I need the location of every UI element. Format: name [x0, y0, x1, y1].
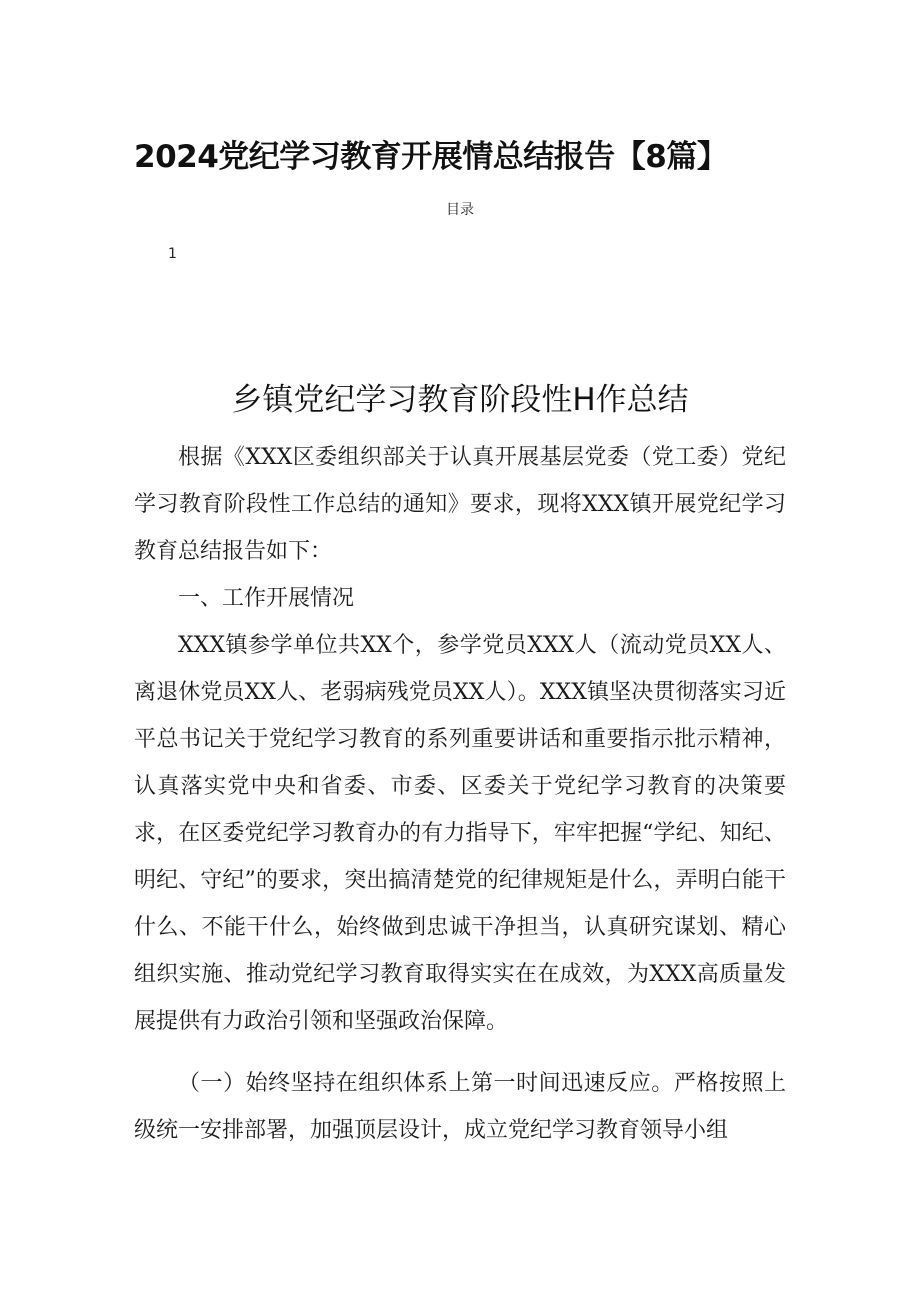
article-body: [134, 434, 786, 1154]
intro-paragraph: 根据《XXX区委组织部关于认真开展基层党委（党工委）党纪学习教育阶段性工作总结的通知》要求，现将XXX镇开展党纪学习教育总结报告如下：: [134, 445, 786, 564]
toc-entry[interactable]: 1: [168, 246, 177, 262]
subsection-paragraph: （一）始终坚持在组织体系上第一时间迅速反应。严格按照上级统一安排部署，加强顶层设计，成立党纪学习教育领导小组: [134, 1071, 786, 1143]
section-paragraph: XXX镇参学单位共XX个，参学党员XXX人（流动党员XX人、离退休党员XX人、老弱病残党员XX人）。XXX镇坚决贯彻落实习近平总书记关于党纪学习教育的系列重要讲话和重要指示批示精神，认真落实党中央和省委、市委、区委关于党纪学习教育的决策要求，在区委党纪学习教育办的有力指导下，牢牢把握“学纪、知纪、明纪、守纪”的要求，突出搞清楚党的纪律规矩是什么，弄明白能干什么、不能干什么，始终做到忠诚干净担当，认真研究谋划、精心组织实施、推动党纪学习教育取得实实在在成效，为XXX高质量发展提供有力政治引领和坚强政治保障。: [134, 633, 786, 1034]
section-heading: 一、工作开展情况: [178, 586, 355, 611]
document-title: 2024党纪学习教育开展情总结报告【8篇】: [134, 139, 728, 175]
toc-label: 目录: [446, 202, 474, 218]
article-title: 乡镇党纪学习教育阶段性H作总结: [231, 382, 689, 418]
